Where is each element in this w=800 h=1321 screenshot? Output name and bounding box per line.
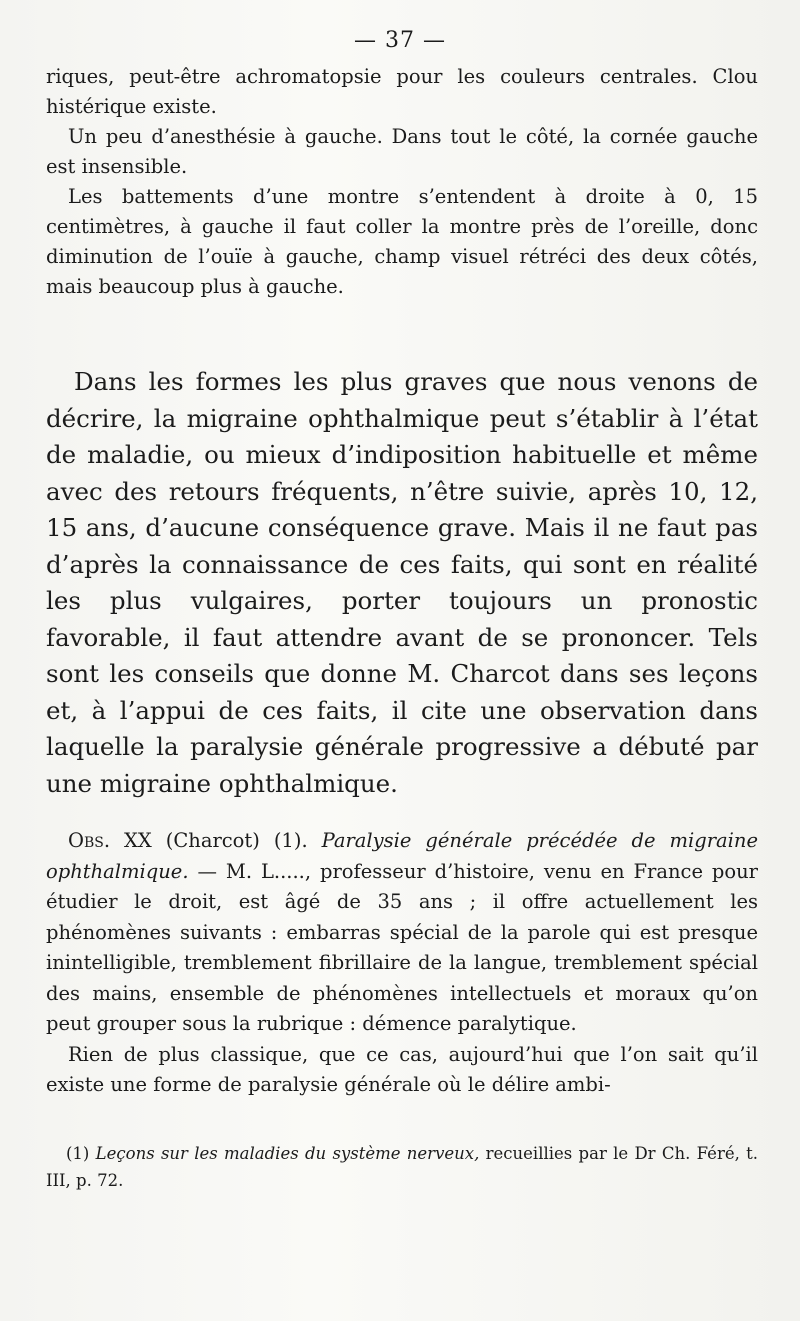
footnote-text bbox=[46, 1140, 758, 1194]
observation-author: (Charcot) (1). bbox=[151, 829, 322, 852]
paragraph: Un peu d’anesthésie à gauche. Dans tout le côté, la cornée gauche est insensible. bbox=[46, 125, 758, 178]
paragraph: riques, peut-être achromatopsie pour les couleurs centrales. Clou histérique existe. bbox=[46, 65, 758, 118]
paragraph: Les battements d’une montre s’entendent à droite à 0, 15 centimètres, à gauche il faut coller la montre près de l’oreille, donc diminution de l’ouïe à gauche, champ visuel rétréci des deux côtés, mais beaucoup plus à gauche. bbox=[46, 185, 758, 298]
page-number: — 37 — bbox=[354, 28, 446, 53]
observation-paragraph bbox=[46, 826, 758, 1040]
main-text bbox=[46, 364, 758, 802]
observation-xx bbox=[46, 826, 758, 1101]
paragraph: Dans les formes les plus graves que nous venons de décrire, la migraine ophthalmique peut s’établir à l’état de maladie, ou mieux d’indiposition habituelle et même avec des retours fréquents, n’être suivie, après 10, 12, 15 ans, d’aucune conséquence grave. Mais il ne faut pas d’après la connaissance de ces faits, qui sont en réalité les plus vulgaires, porter toujours un pronostic favorable, il faut attendre avant de se prononcer. Tels sont les conseils que donne M. Charcot dans ses leçons et, à l’appui de ces faits, il cite une observation dans laquelle la paralysie générale progressive a débuté par une migraine ophthalmique. bbox=[46, 367, 758, 798]
footnote bbox=[46, 1140, 758, 1194]
footnote-rest: recueillies par le Dr Ch. Féré, t. III, p. 72. bbox=[46, 1144, 758, 1190]
paragraph: Rien de plus classique, que ce cas, aujourd’hui que l’on sait qu’il existe une forme de paralysie générale où le délire ambi- bbox=[46, 1042, 758, 1096]
footnote-title: Leçons sur les maladies du système nerveux, bbox=[95, 1144, 480, 1163]
footnote-marker: (1) bbox=[66, 1144, 96, 1163]
observation-text: — M. L....., professeur d’histoire, venu en France pour étudier le droit, est âgé de 35 ans ; il offre actuellement les phénomènes suivants : embarras spécial de la parole qui est presque inintelligible, tremblement fibrillaire de la langue, tremblement spécial des mains, ensemble de phénomènes intellectuels et moraux qu’on peut grouper sous la rubrique : démence paralytique. bbox=[46, 859, 758, 1035]
observation-label: Obs. XX bbox=[68, 829, 152, 852]
patient-notes bbox=[46, 62, 758, 302]
observation-title: Paralysie générale précédée de migraine ophthalmique. bbox=[46, 829, 758, 883]
